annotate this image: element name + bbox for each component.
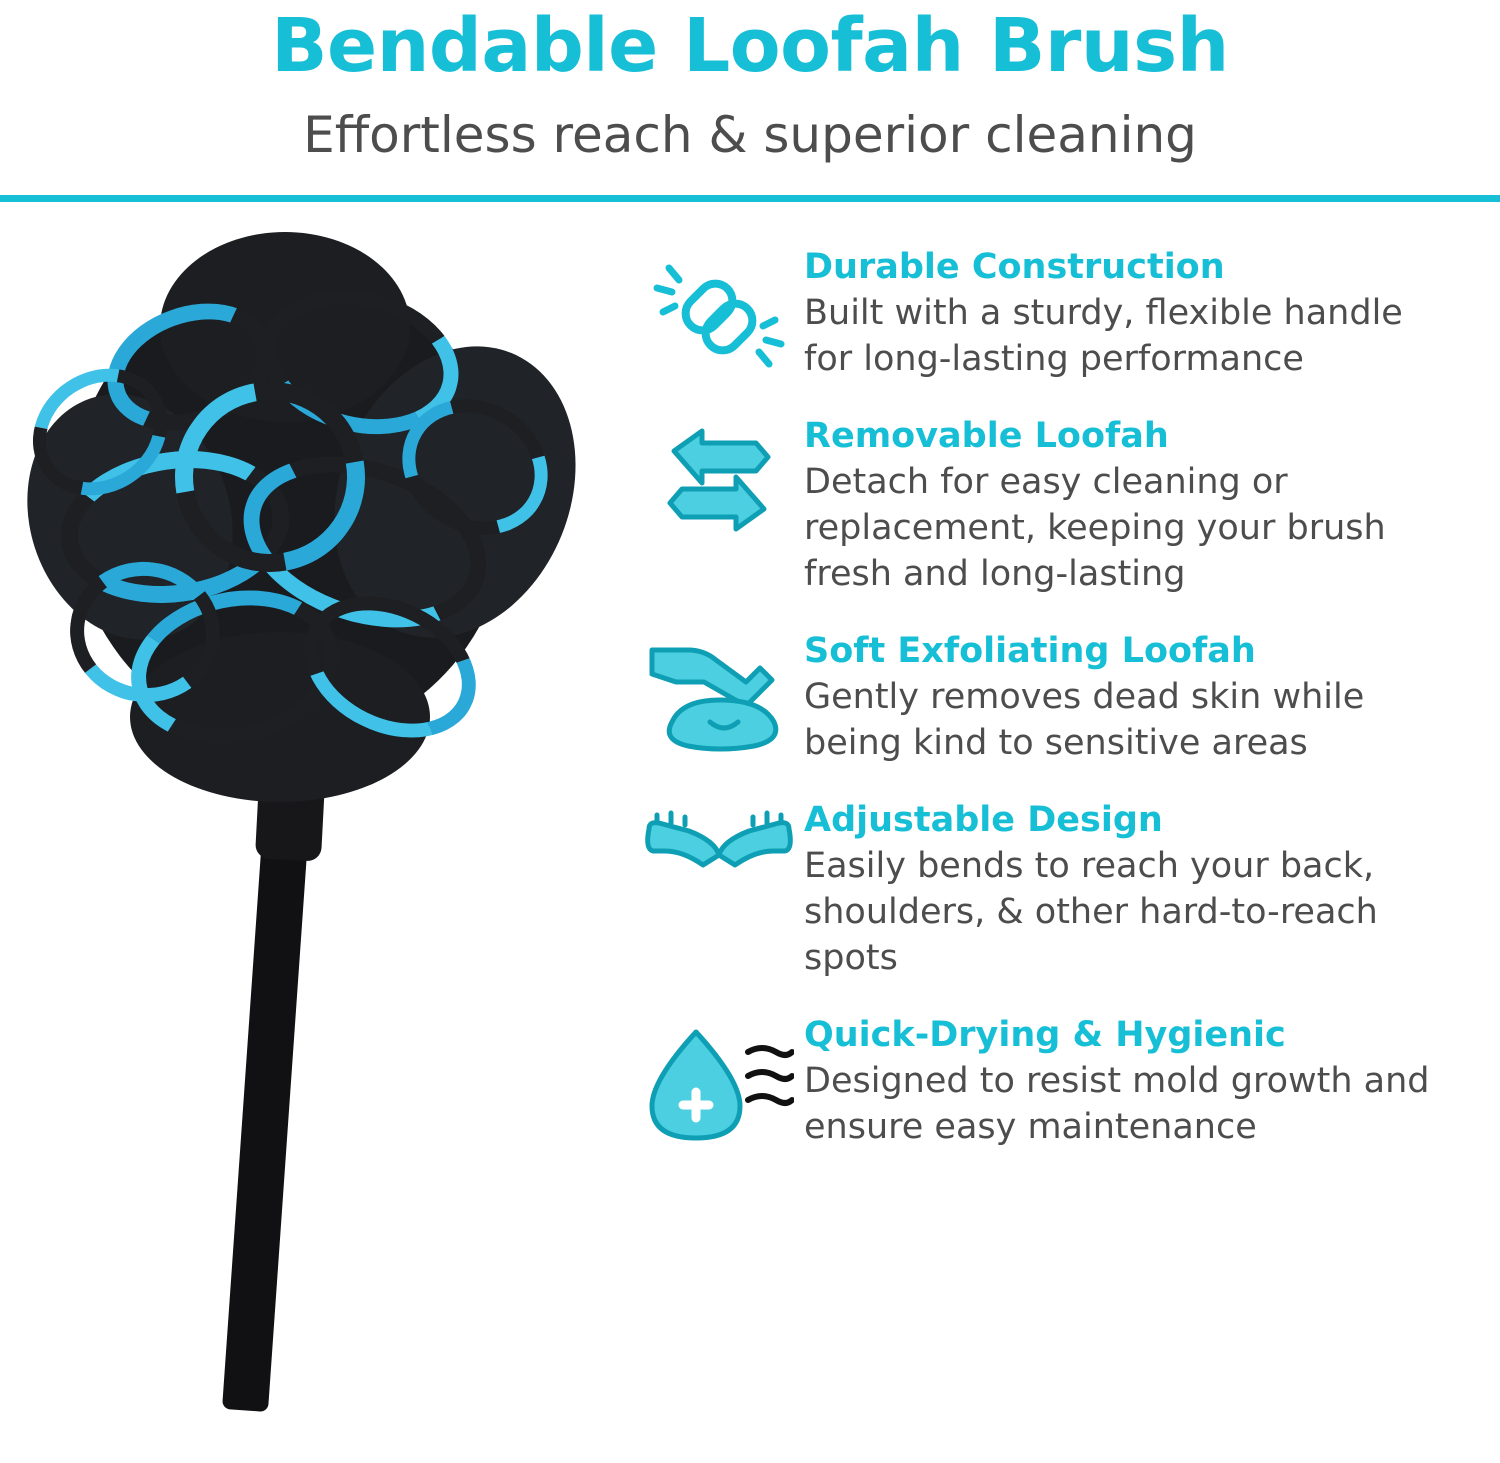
loofah-pouf (10, 232, 570, 802)
feature-text (804, 248, 1460, 383)
feature-heading: Soft Exfoliating Loofah (804, 630, 1256, 671)
feature-body: Easily bends to reach your back, shoulders, & other hard-to-reach spots (804, 846, 1378, 979)
feature-body: Gently removes dead skin while being kind to sensitive areas (804, 677, 1365, 764)
bending-hands-icon (634, 801, 804, 907)
header-divider (0, 195, 1500, 202)
feature-item (634, 632, 1460, 767)
feature-item (634, 801, 1460, 982)
feature-item (634, 417, 1460, 598)
feature-text (804, 801, 1460, 982)
product-image-pane (0, 202, 620, 1412)
feature-heading: Removable Loofah (804, 415, 1169, 456)
feature-body: Built with a sturdy, flexible handle for long-lasting performance (804, 293, 1403, 380)
hand-over-sponge-icon (634, 632, 804, 758)
feature-body: Designed to resist mold growth and ensure easy maintenance (804, 1061, 1430, 1148)
feature-text (804, 417, 1460, 598)
page-subtitle: Effortless reach & superior cleaning (303, 105, 1197, 164)
feature-text (804, 632, 1460, 767)
header-banner (0, 0, 1500, 202)
feature-heading: Quick-Drying & Hygienic (804, 1014, 1286, 1055)
feature-text (804, 1016, 1460, 1151)
swap-arrows-icon (634, 417, 804, 538)
feature-body: Detach for easy cleaning or replacement, keeping your brush fresh and long-lasting (804, 462, 1386, 595)
water-drop-medical-icon (634, 1016, 804, 1152)
features-list (620, 202, 1500, 1412)
feature-item (634, 248, 1460, 383)
feature-item (634, 1016, 1460, 1152)
content-area (0, 202, 1500, 1412)
product-image (0, 232, 620, 1412)
feature-heading: Adjustable Design (804, 799, 1163, 840)
feature-heading: Durable Construction (804, 246, 1225, 287)
broken-chain-link-icon (634, 248, 804, 379)
page-title: Bendable Loofah Brush (271, 3, 1229, 89)
